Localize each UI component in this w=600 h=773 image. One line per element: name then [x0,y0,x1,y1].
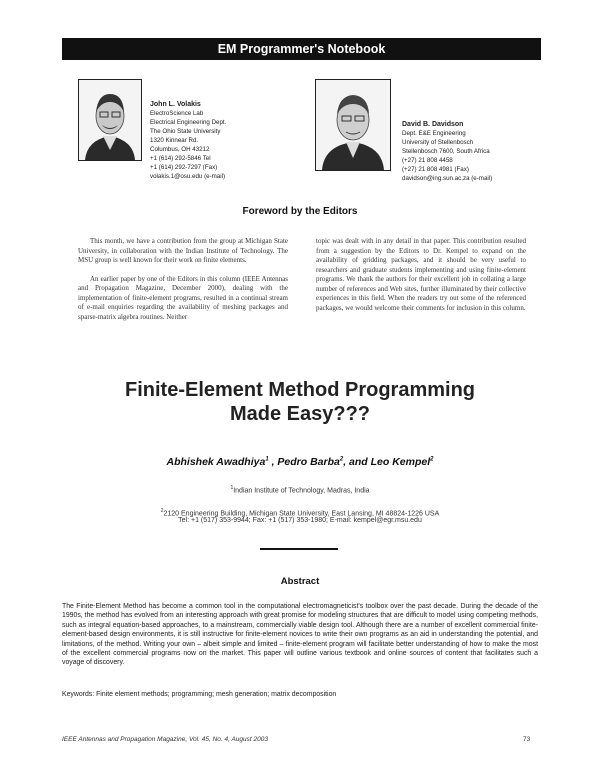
affiliation-marker: 1 [230,485,234,491]
author-name: Abhishek Awadhiya [166,456,266,468]
editor-line: (+27) 21 808 4981 (Fax) [402,166,469,173]
paper-title-line: Finite-Element Method Programming [124,379,476,401]
editor-email: volakis.1@osu.edu (e-mail) [150,173,226,180]
affiliation-2 [0,508,600,517]
editor-line: +1 (614) 292-5846 Tel [150,155,211,162]
affiliation-text: Indian Institute of Technology, Madras, India [233,487,370,495]
foreword-paragraph: This month, we have a contribution from the group at Michigan State University, in collaboration with the Indian Institute of Technology. The MSU group is well known for their work on finite elements. [78,237,288,264]
foreword-left-column [78,237,288,331]
portrait-icon [79,80,141,160]
foreword-title: Foreword by the Editors [242,206,358,217]
page-number: 73 [523,736,531,743]
author-affiliation-marker: 2 [430,456,434,463]
editor-email: davidson@ing.sun.ac.za (e-mail) [402,175,493,182]
editor-info-volakis [150,100,300,181]
affiliation-text: 2120 Engineering Building, Michigan State University, East Lansing, MI 48824-1226 USA [163,510,440,518]
affiliation-contact: Tel: +1 (517) 353-9944; Fax: +1 (517) 353-1980; E-mail: kempel@egr.msu.edu [178,517,422,524]
author-affiliation-marker: 2 [339,456,344,463]
abstract-heading: Abstract [280,576,320,587]
editor-info-davidson [402,120,552,183]
author-affiliation-marker: 1 [265,456,269,463]
editor-photo-davidson [315,79,391,171]
foreword-paragraph: An earlier paper by one of the Editors in this column (IEEE Antennas and Propagation Magazine, December 2000), dealing with the implementation of finite-element programs, resulted in a continual stream of e-mail enquiries regarding the availability of meshing packages and sparse-matrix algebra routines. Neither [78,274,288,321]
affiliation-marker: 2 [160,508,164,514]
editor-line: (+27) 21 808 4458 [402,157,453,164]
author-name: Pedro Barba [277,456,340,468]
foreword-right-column [316,237,526,322]
paper-title [0,378,600,426]
editor-name: John L. Volakis [150,101,201,108]
journal-footer: IEEE Antennas and Propagation Magazine, Vol. 45, No. 4, August 2003 [62,736,268,743]
editor-line: +1 (614) 292-7297 (Fax) [150,164,218,171]
editor-line: Stellenbosch 7600, South Africa [402,148,490,155]
affiliation-1 [0,485,600,494]
editor-name: David B. Davidson [402,121,464,128]
column-banner: EM Programmer's Notebook [62,38,541,60]
abstract-text: The Finite-Element Method has become a common tool in the computational electromagneticist's toolbox over the past decade. During the decade of the 1990s, the method has evolved from an interesting approach with great promise for modeling structures that are difficult to model using competing methods, such as integral equation-based approaches, to a mainstream, commercially viable design tool. Although there are a number of excellent commercial finite-element-based design environments, it is still instructive for finite-element novices to write their own programs as an aid in understanding the potential, and limitations, of the method. Writing your own – albeit simple and limited – finite-element program will facilitate better understanding of how to make the most of the excellent commercial programs now on the market. This paper will outline various textbook and online sources of content that facilitates such a voyage of discovery. [62,603,538,667]
section-divider [260,548,338,550]
foreword-paragraph: topic was dealt with in any detail in that paper. This contribution resulted from a suggestion by the Editors to Dr. Kempel to expand on the availability of gridding packages, and it should be very useful to researchers and graduate students implementing and using finite-element programs. We thank the authors for their excellent job in collating a large number of references and Web sites, further illuminated by their collective experiences in this field. When the readers try out some of the referenced packages, we would welcome their comments for inclusion in this column. [316,237,526,312]
author-name: Leo Kempel [370,456,431,468]
keywords-text: Finite element methods; programming; mesh generation; matrix decomposition [96,691,337,698]
portrait-icon [316,80,390,170]
editor-line: ElectroScience Lab [150,110,204,117]
keywords [62,691,538,698]
editor-line: University of Stellenbosch [402,139,474,146]
editor-line: The Ohio State University [150,128,221,135]
editor-line: 1320 Kinnear Rd. [150,137,199,144]
editor-photo-volakis [78,79,142,161]
editor-line: Electrical Engineering Dept. [150,119,227,126]
editor-line: Dept. E&E Engineering [402,130,466,137]
author-separator: , and [343,456,371,468]
paper-title-line: Made Easy??? [229,403,371,425]
keywords-label: Keywords: [62,691,95,698]
editor-line: Columbus, OH 43212 [150,146,210,153]
author-list [0,456,600,468]
author-separator: , [268,456,278,468]
